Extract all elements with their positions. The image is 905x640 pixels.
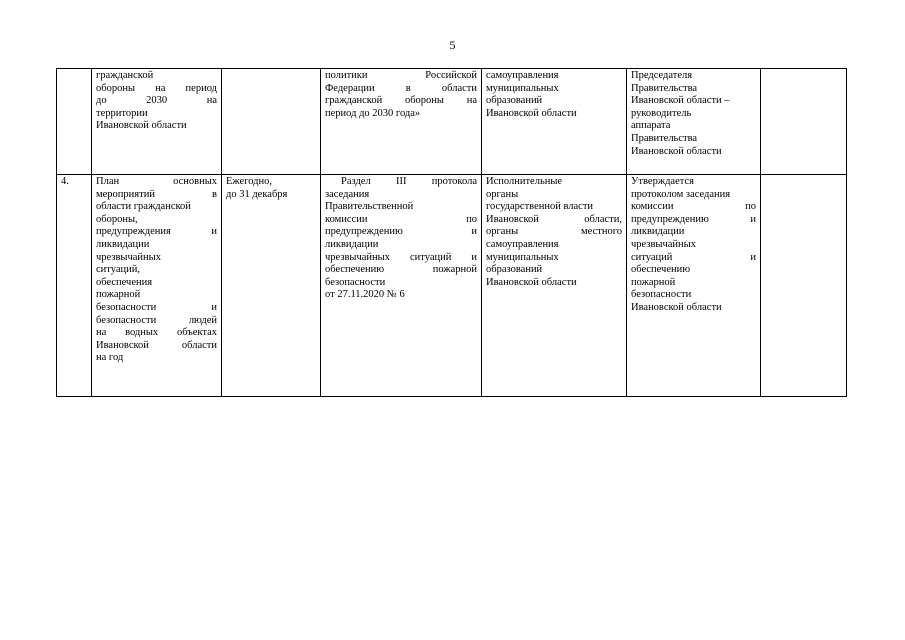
deadline-line: до 31 декабря (226, 188, 288, 200)
basis-line: ликвидации (325, 238, 379, 250)
cell-deadline (222, 69, 321, 175)
cell-note (761, 69, 847, 175)
result-line: Ивановской области (631, 301, 722, 313)
executors-line: Ивановской области (486, 276, 577, 288)
executors-line: образований (486, 95, 543, 107)
cell-executors (482, 69, 627, 175)
event-line: безопасности и (96, 301, 217, 313)
result-line: протоколом заседания (631, 188, 731, 200)
basis-line: политики Российской (325, 70, 477, 81)
event-line: пожарной (96, 289, 141, 301)
page-number: 5 (449, 38, 456, 52)
event-line: чрезвычайных (96, 251, 161, 263)
basis-line: предупреждению и (325, 226, 477, 238)
executors-line: органы (486, 188, 519, 200)
result-line: аппарата (631, 120, 671, 132)
result-line: Правительства (631, 82, 698, 94)
basis-line: обеспечению пожарной (325, 264, 477, 276)
result-line: Ивановской области – (631, 95, 730, 107)
result-line: Председателя (631, 70, 693, 81)
plan-table (56, 68, 847, 397)
table-row (57, 69, 847, 175)
cell-executors (482, 175, 627, 397)
event-line: План основных (96, 176, 217, 187)
cell-basis (321, 175, 482, 397)
result-line: ликвидации (631, 226, 685, 238)
event-line: мероприятий в (96, 188, 217, 200)
event-line: предупреждения и (96, 226, 217, 238)
result-line: Утверждается (631, 176, 694, 187)
cell-result (627, 175, 761, 397)
event-line: обороны на период (96, 82, 217, 94)
executors-line: муниципальных (486, 251, 559, 263)
cell-deadline (222, 175, 321, 397)
executors-line: самоуправления (486, 238, 559, 250)
cell-basis (321, 69, 482, 175)
executors-line: муниципальных (486, 82, 559, 94)
cell-result (627, 69, 761, 175)
executors-line: образований (486, 264, 543, 276)
cell-event (92, 175, 222, 397)
basis-line: период до 2030 года» (325, 107, 421, 119)
basis-line: комиссии по (325, 213, 477, 225)
executors-line: Ивановской области (486, 107, 577, 119)
result-line: руководитель (631, 107, 692, 119)
event-line: на водных объектах (96, 327, 217, 339)
basis-line: от 27.11.2020 № 6 (325, 289, 405, 301)
basis-line: Раздел III протокола (341, 176, 477, 187)
executors-line: Ивановской области, (486, 213, 622, 225)
basis-line: Федерации в области (325, 82, 477, 94)
table-row (57, 175, 847, 397)
event-line: территории (96, 107, 148, 119)
event-line: обеспечения (96, 276, 153, 288)
basis-line: Правительственной (325, 201, 414, 213)
event-line: Ивановской области (96, 339, 217, 351)
basis-line: заседания (325, 188, 370, 200)
event-line: ситуаций, (96, 264, 140, 276)
cell-event (92, 69, 222, 175)
result-line: комиссии по (631, 201, 756, 213)
event-line: ликвидации (96, 238, 150, 250)
executors-line: государственной власти (486, 201, 594, 213)
cell-num: 4. (57, 175, 92, 397)
event-line: гражданской (96, 70, 154, 81)
executors-line: самоуправления (486, 70, 559, 81)
result-line: Ивановской области (631, 145, 722, 157)
result-line: Правительства (631, 132, 698, 144)
event-line: на год (96, 352, 124, 364)
result-line: обеспечению (631, 264, 691, 276)
result-line: пожарной (631, 276, 676, 288)
event-line: Ивановской области (96, 120, 187, 132)
result-line: чрезвычайных (631, 238, 696, 250)
executors-line: Исполнительные (486, 176, 563, 187)
cell-note (761, 175, 847, 397)
deadline-line: Ежегодно, (226, 176, 273, 187)
result-line: безопасности (631, 289, 692, 301)
event-line: обороны, (96, 213, 138, 225)
event-line: безопасности людей (96, 314, 217, 326)
basis-line: гражданской обороны на (325, 95, 477, 107)
executors-line: органы местного (486, 226, 622, 238)
event-line: до 2030 на (96, 95, 217, 107)
cell-num (57, 69, 92, 175)
event-line: области гражданской (96, 201, 191, 213)
basis-line: безопасности (325, 276, 386, 288)
basis-line: чрезвычайных ситуаций и (325, 251, 477, 263)
result-line: предупреждению и (631, 213, 756, 225)
result-line: ситуаций и (631, 251, 756, 263)
